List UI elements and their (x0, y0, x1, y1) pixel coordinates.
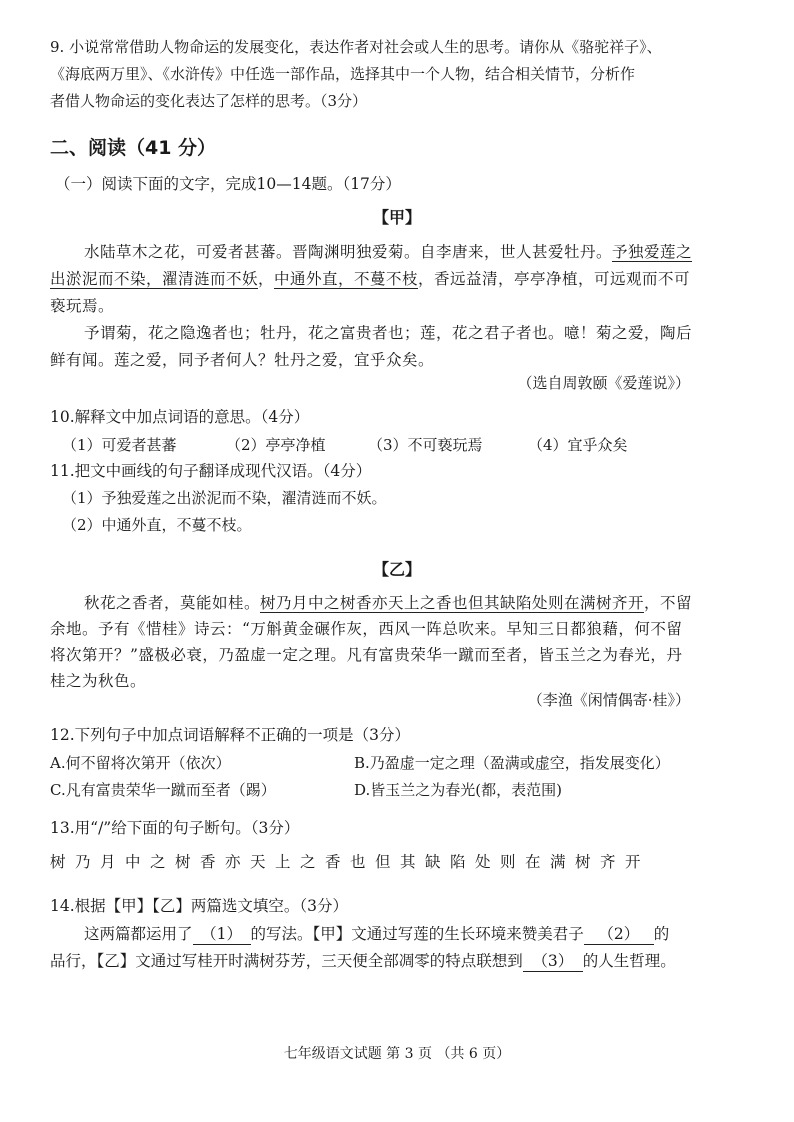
yi-line1 (84, 593, 692, 613)
q12-option-a: A.何不留将次第开（依次） (50, 754, 231, 772)
q14-text: 的人生哲理。 (582, 952, 676, 970)
jia-title: 【甲】 (372, 208, 421, 227)
q9-line3: 者借人物命运的变化表达了怎样的思考。（3分） (50, 92, 368, 110)
q12-option-c: C.凡有富贵荣华一蹴而至者（踢） (50, 781, 276, 799)
section-title: 二、阅读（41 分） (50, 137, 217, 159)
jia-p1-text: ，香远益清，亭亭净植，可远观而不可 (418, 270, 691, 288)
underlined-sentence: 予独爱莲之 (612, 243, 693, 261)
answer-blank-1[interactable]: （1） (193, 924, 251, 945)
underlined-sentence: 树乃月中之树香亦天上之香也但其缺陷处则在满树齐开 (260, 594, 645, 612)
underlined-sentence: 出淤泥而不染，濯清涟而不妖 (50, 270, 259, 288)
yi-source: （李渔《闲情偶寄·桂》） (527, 691, 690, 709)
jia-p2-line1: 予谓菊，花之隐逸者也；牡丹，花之富贵者也；莲，花之君子者也。噫！菊之爱，陶后 (84, 324, 693, 342)
q14-text: 品行，【乙】文通过写桂开时满树芬芳，三天便全部凋零的特点联想到 (50, 952, 523, 970)
yi-line2: 余地。予有《惜桂》诗云：“万斛黄金碾作灰，西风一阵总吹来。早知三日都狼藉，何不留 (50, 620, 683, 638)
q10-option-3: （3）不可亵玩焉 (368, 436, 483, 454)
jia-p2-line2: 鲜有闻。莲之爱，同予者何人？牡丹之爱，宜乎众矣。 (50, 351, 435, 369)
answer-blank-3[interactable]: （3） (523, 951, 583, 972)
q9-line1: 9. 小说常常借助人物命运的发展变化，表达作者对社会或人生的思考。请你从《骆驼祥子》、 (50, 38, 662, 56)
comma: ， (258, 270, 275, 288)
q11-stem: 11.把文中画线的句子翻译成现代汉语。（4分） (50, 462, 372, 480)
q11-sentence-1: （1）予独爱莲之出淤泥而不染，濯清涟而不妖。 (62, 489, 387, 507)
q14-line2 (50, 951, 676, 972)
yi-line4: 桂之为秋色。 (50, 672, 147, 690)
jia-p1-text: 水陆草木之花，可爱者甚蕃。晋陶渊明独爱菊。自李唐来，世人甚爱牡丹。 (84, 243, 613, 261)
q12-stem: 12.下列句子中加点词语解释不正确的一项是（3分） (50, 726, 411, 744)
q10-option-1: （1）可爱者甚蕃 (62, 436, 177, 454)
answer-blank-2[interactable]: （2） (584, 924, 654, 945)
q14-text: 的 (653, 925, 670, 943)
underlined-sentence: 中通外直，不蔓不枝 (274, 270, 419, 288)
part1-heading: （一）阅读下面的文字，完成10—14题。（17分） (55, 175, 401, 193)
page-footer: 七年级语文试题 第 3 页 （共 6 页） (283, 1046, 511, 1062)
q12-option-b: B.乃盈虚一定之理（盈满或虚空，指发展变化） (354, 754, 670, 772)
q12-option-d: D.皆玉兰之为春光(都，表范围) (354, 781, 562, 799)
q9-line2: 《海底两万里》、《水浒传》中任选一部作品，选择其中一个人物，结合相关情节，分析作 (50, 65, 636, 83)
q14-stem: 14.根据【甲】【乙】两篇选文填空。（3分） (50, 897, 349, 915)
q14-text: 的写法。【甲】文通过写莲的生长环境来赞美君子 (250, 925, 584, 943)
q14-text: 这两篇都运用了 (84, 925, 193, 943)
q14-line1 (84, 924, 669, 945)
jia-p1-line3: 亵玩焉。 (50, 297, 115, 315)
q11-sentence-2: （2）中通外直，不蔓不枝。 (62, 516, 252, 534)
jia-source: （选自周敦颐《爱莲说》） (517, 374, 690, 392)
yi-line3: 将次第开？”盛极必衰，乃盈虚一定之理。凡有富贵荣华一蹴而至者，皆玉兰之为春光，丹 (50, 646, 683, 664)
yi-text: ，不留 (644, 594, 693, 612)
q10-option-4: （4）宜乎众矣 (528, 436, 628, 454)
q13-sentence: 树乃月中之树香亦天上之香也但其缺陷处则在满树齐开 (50, 853, 651, 871)
q10-stem: 10.解释文中加点词语的意思。（4分） (50, 408, 310, 426)
q10-option-2: （2）亭亭净植 (226, 436, 326, 454)
jia-p1-line1 (84, 242, 692, 262)
yi-title: 【乙】 (372, 560, 421, 579)
jia-p1-line2 (50, 269, 690, 289)
q13-stem: 13.用“/”给下面的句子断句。（3分） (50, 819, 300, 837)
yi-text: 秋花之香者，莫能如桂。 (84, 594, 261, 612)
